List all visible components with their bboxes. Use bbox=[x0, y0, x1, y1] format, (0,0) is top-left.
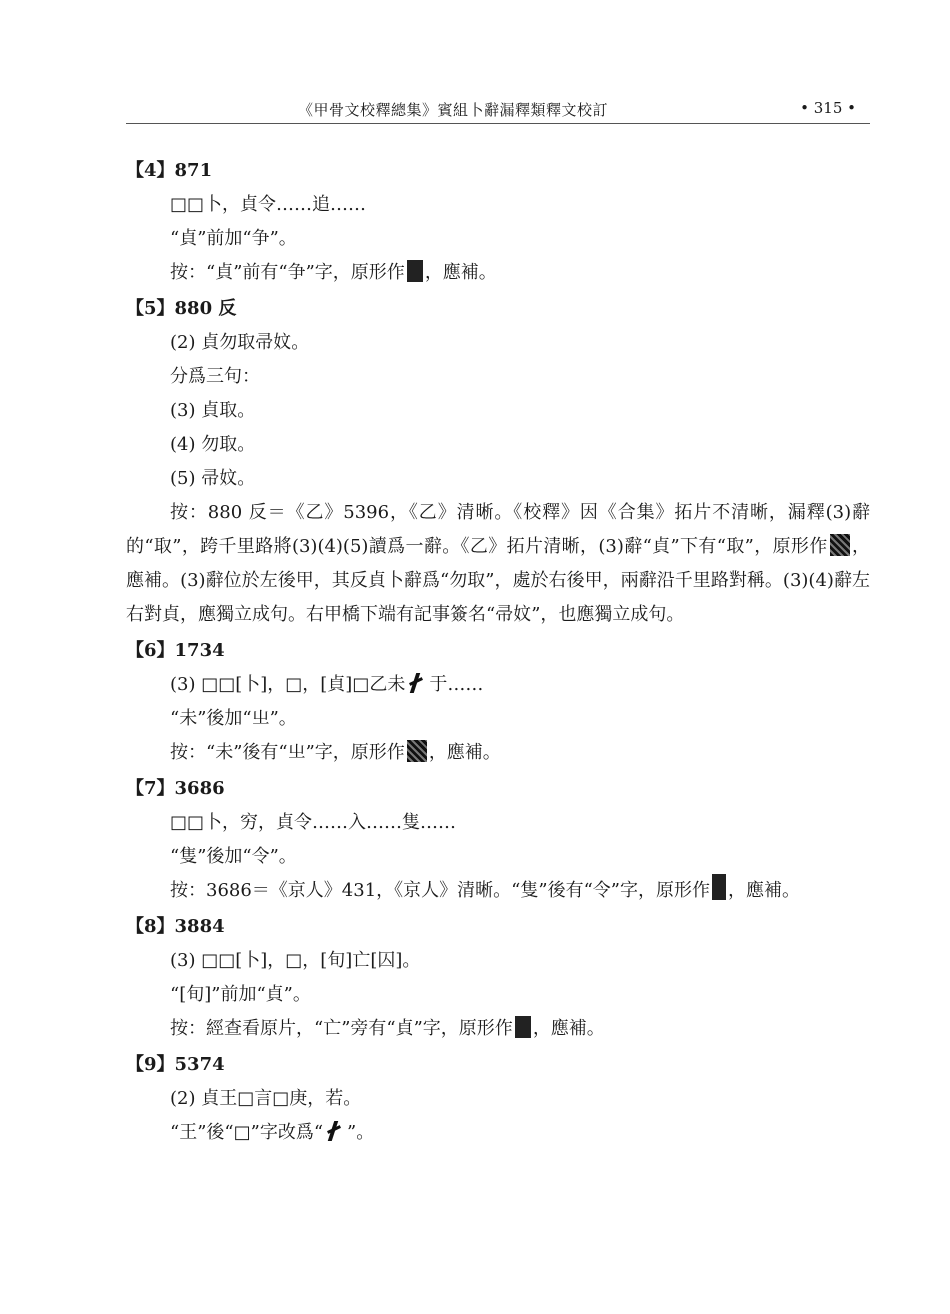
inscription-line: (3) □□[卜]，□，[旬]亡[囚]。 bbox=[170, 950, 421, 971]
page-body bbox=[126, 152, 870, 1150]
inscription-line bbox=[126, 668, 870, 702]
inscription-line: (5) 帚妏。 bbox=[170, 468, 256, 489]
note-text: ，應補。 bbox=[428, 742, 501, 763]
inscription-text: 于…… bbox=[429, 674, 484, 695]
oracle-glyph-image bbox=[407, 740, 427, 762]
inscription-line: □□卜，貞令……追…… bbox=[170, 194, 367, 215]
correction-text: ”。 bbox=[347, 1122, 375, 1143]
entry-heading: 【6】1734 bbox=[126, 640, 225, 661]
correction-text: “王”後“□”字改爲“ bbox=[170, 1122, 324, 1143]
note-line bbox=[126, 874, 870, 908]
entry-heading: 【4】871 bbox=[126, 160, 213, 181]
entry-heading: 【7】3686 bbox=[126, 778, 225, 799]
inscription-line: (4) 勿取。 bbox=[170, 434, 256, 455]
oracle-glyph-image bbox=[407, 672, 427, 694]
note-text: 按：“貞”前有“争”字，原形作 bbox=[170, 262, 405, 283]
running-header bbox=[126, 95, 870, 124]
entry-heading: 【8】3884 bbox=[126, 916, 225, 937]
note-text: 按：880 反＝《乙》5396，《乙》清晰。《校釋》因《合集》拓片不清晰，漏釋(3)辭的“取”，跨千里路將(3)(4)(5)讀爲一辭。《乙》拓片清晰，(3)辭“貞”下有“取”，原形作 bbox=[126, 502, 870, 557]
oracle-glyph-image bbox=[325, 1120, 345, 1142]
page-number: • 315 • bbox=[800, 99, 856, 117]
entry-heading: 【5】880 反 bbox=[126, 298, 237, 319]
note-text: 按：“未”後有“㞢”字，原形作 bbox=[170, 742, 405, 763]
note-text: ，應補。 bbox=[727, 880, 800, 901]
inscription-line: □□卜，穷，貞令……入……隻…… bbox=[170, 812, 457, 833]
oracle-glyph-image bbox=[515, 1016, 531, 1038]
note-text: ，應補。 bbox=[532, 1018, 605, 1039]
correction-line: “[旬]”前加“貞”。 bbox=[170, 984, 311, 1005]
correction-line bbox=[126, 1116, 870, 1150]
note-line bbox=[126, 256, 870, 290]
correction-line: “貞”前加“争”。 bbox=[170, 228, 297, 249]
inscription-line: (3) 貞取。 bbox=[170, 400, 256, 421]
correction-line: “隻”後加“令”。 bbox=[170, 846, 297, 867]
note-text: 按：經查看原片，“亡”旁有“貞”字，原形作 bbox=[170, 1018, 513, 1039]
note-paragraph bbox=[126, 496, 870, 632]
oracle-glyph-image bbox=[407, 260, 423, 282]
oracle-glyph-image bbox=[712, 874, 726, 900]
entry-heading: 【9】5374 bbox=[126, 1054, 225, 1075]
note-text: ，應補。 bbox=[424, 262, 497, 283]
note-text: ，應補。(3)辭位於左後甲，其反貞卜辭爲“勿取”，處於右後甲，兩辭沿千里路對稱。(3)(4)辭左右對貞，應獨立成句。右甲橋下端有記事簽名“帚妏”，也應獨立成句。 bbox=[126, 536, 871, 625]
inscription-line: (2) 貞王□言□庚，若。 bbox=[170, 1088, 362, 1109]
header-title: 《甲骨文校釋總集》賓組卜辭漏釋類釋文校訂 bbox=[297, 101, 608, 119]
correction-line: 分爲三句： bbox=[170, 366, 260, 387]
correction-line: “未”後加“㞢”。 bbox=[170, 708, 297, 729]
inscription-line: (2) 貞勿取帚妏。 bbox=[170, 332, 310, 353]
note-line bbox=[126, 736, 870, 770]
note-text: 按：3686＝《京人》431，《京人》清晰。“隻”後有“令”字，原形作 bbox=[170, 880, 710, 901]
oracle-glyph-image bbox=[830, 534, 850, 556]
note-line bbox=[126, 1012, 870, 1046]
inscription-text: (3) □□[卜]，□，[貞]□乙未 bbox=[170, 674, 406, 695]
